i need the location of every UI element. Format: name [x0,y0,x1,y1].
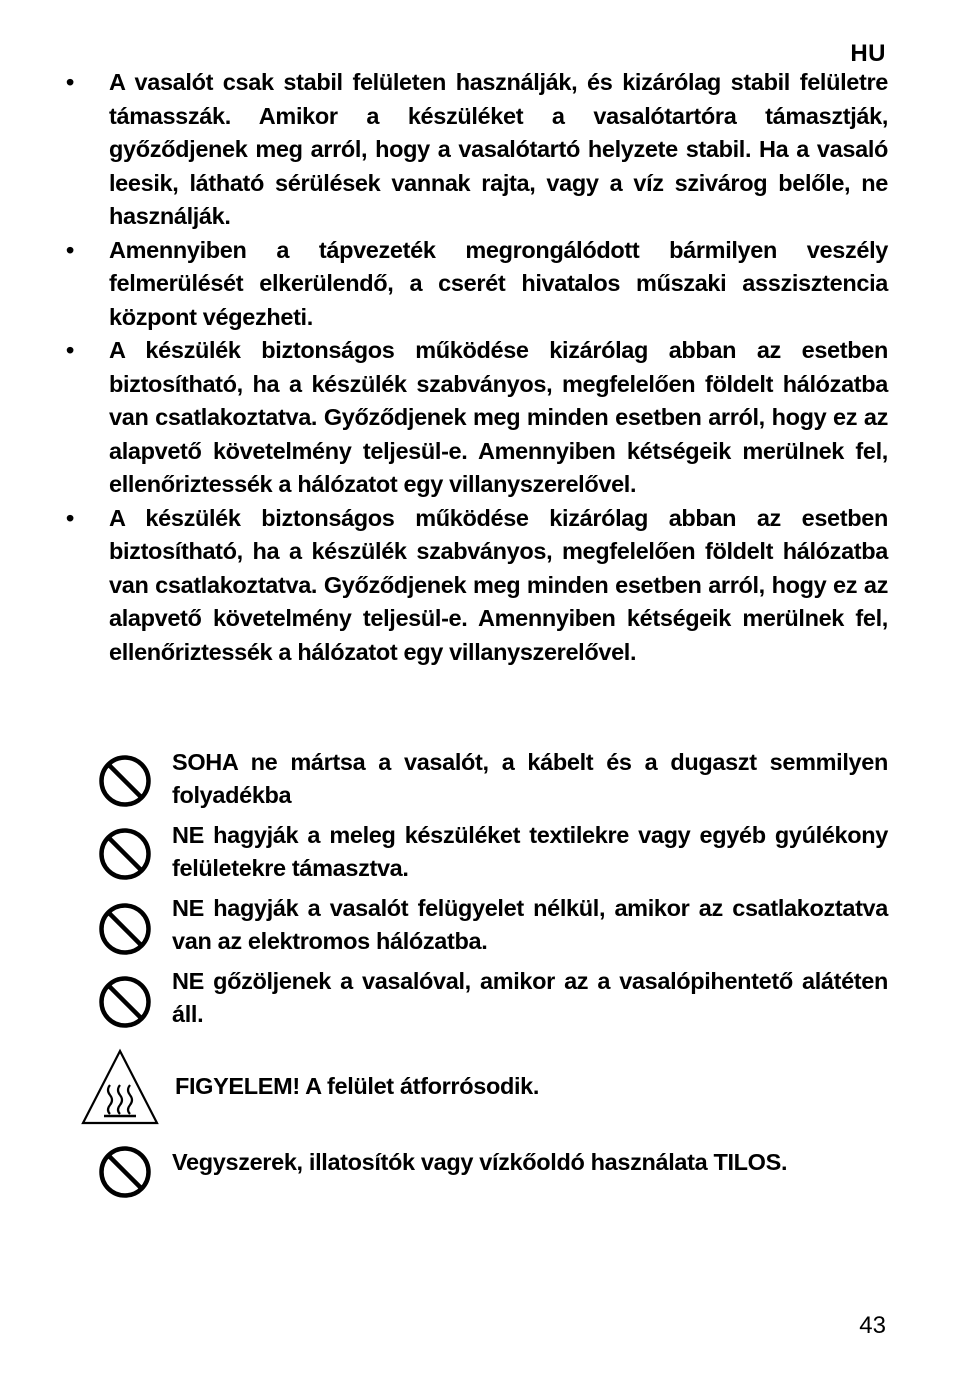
prohibition-icon [98,827,152,881]
warning-text: NE gőzöljenek a vasalóval, amikor az a vasalópihentető alátéten áll. [172,968,888,1027]
page-number: 43 [859,1312,886,1339]
warning-text: Vegyszerek, illatosítók vagy vízkőoldó használata TILOS. [172,1149,788,1175]
prohibition-icon [98,902,152,956]
warning-item [80,965,888,1031]
warning-text: FIGYELEM! A felület átforrósodik. [175,1073,540,1099]
prohibition-icon [98,754,152,808]
warning-text: SOHA ne mártsa a vasalót, a kábelt és a dugaszt semmilyen folyadékba [172,749,888,808]
hot-surface-warning [80,1047,888,1127]
bullet-text: Amennyiben a tápvezeték megrongálódott bármilyen veszély felmerülését elkerülendő, a cserét hivatalos műszaki asszisztencia központ végezheti. [109,236,888,330]
language-code: HU [850,40,886,67]
prohibition-icon [98,975,152,1029]
warning-item [80,1140,888,1179]
bullet-marker: • [66,69,74,95]
bullet-text: A vasalót csak stabil felületen használják, és kizárólag stabil felületre támasszák. Amikor a készüléket a vasalótartóra támasztják, győződjenek meg arról, hogy a vasalótartó helyzete stabil. Ha a vasaló leesik, látható sérülések vannak rajta, vagy a víz szivárog belőle, ne használják. [109,69,888,229]
bullet-marker: • [66,236,74,263]
bullet-text: A készülék biztonságos működése kizárólag abban az esetben biztosítható, ha a készülék szabványos, megfelelően földelt hálózatba van csatlakoztatva. Győződjenek meg minden esetben arról, hogy ez az alapvető követelmény teljesül-e. Amennyiben kétségeik merülnek fel, ellenőriztessék a hálózatot egy villanyszerelővel. [109,504,888,665]
warning-item [80,746,888,812]
safety-bullet-list [62,66,888,669]
prohibition-icon [98,1145,152,1199]
bullet-marker: • [66,337,74,363]
bullet-item [62,502,888,670]
bullet-item [62,66,888,234]
warning-item [80,892,888,958]
warning-item [80,819,888,885]
bullet-item [62,234,888,335]
bullet-text: A készülék biztonságos működése kizárólag abban az esetben biztosítható, ha a készülék szabványos, megfelelően földelt hálózatba van csatlakoztatva. Győződjenek meg minden esetben arról, hogy ez az alapvető követelmény teljesül-e. Amennyiben kétségeik merülnek fel, ellenőriztessék a hálózatot egy villanyszerelővel. [109,337,888,497]
hot-surface-warning-icon [80,1047,160,1127]
bullet-marker: • [66,504,74,531]
warning-text: NE hagyják a vasalót felügyelet nélkül, amikor az csatlakoztatva van az elektromos hálózatba. [172,895,888,954]
bullet-item [62,334,888,502]
warning-text: NE hagyják a meleg készüléket textilekre vagy egyéb gyúlékony felületekre támasztva. [172,822,888,881]
warning-list [80,746,888,1179]
